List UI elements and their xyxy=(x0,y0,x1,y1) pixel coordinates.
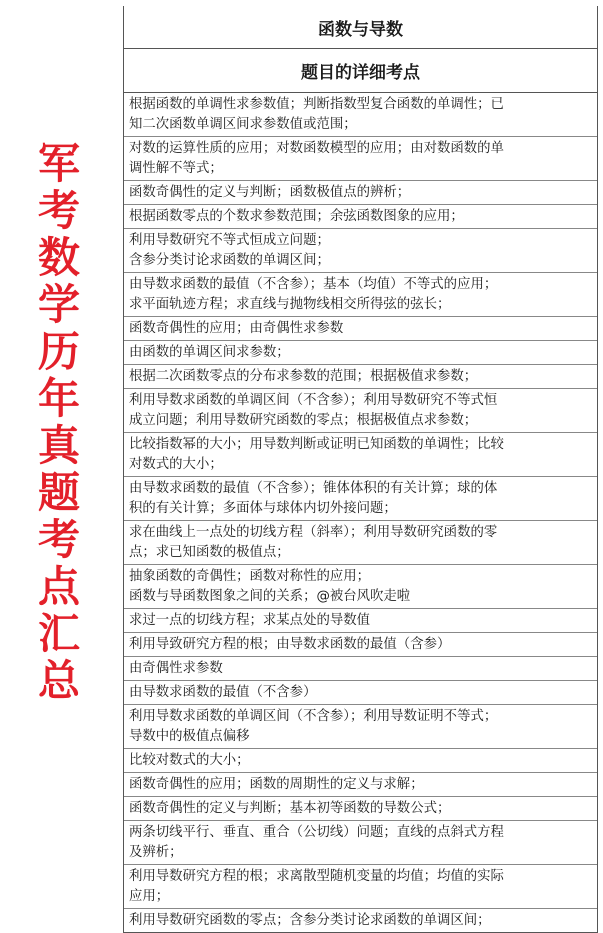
side-title-char: 数 xyxy=(37,233,80,282)
row-text-line: 由奇偶性求参数 xyxy=(129,661,223,676)
side-title xyxy=(0,140,118,704)
table-row xyxy=(124,633,597,657)
table-row xyxy=(124,865,597,909)
table-row xyxy=(124,273,597,317)
row-text-line: 应用； xyxy=(129,889,170,904)
table-row xyxy=(124,773,597,797)
table-row xyxy=(124,181,597,205)
row-text-line: 函数奇偶性的定义与判断；函数极值点的辨析； xyxy=(129,185,411,200)
row-text-line: 利用导数求函数的单调区间（不含参）；利用导数研究不等式恒 xyxy=(129,393,498,408)
table-row xyxy=(124,657,597,681)
table-row xyxy=(124,909,597,932)
row-text-line: 知二次函数单调区间求参数值或范围； xyxy=(129,117,357,132)
row-text-line: 积的有关计算；多面体与球体内切外接问题； xyxy=(129,501,397,516)
row-text-line: 导数中的极值点偏移 xyxy=(129,729,250,744)
table-row xyxy=(124,609,597,633)
side-title-char: 汇 xyxy=(37,609,80,658)
topics-table xyxy=(123,6,598,933)
row-text-line: 函数奇偶性的应用；由奇偶性求参数 xyxy=(129,321,344,336)
row-text-line: 抽象函数的奇偶性；函数对称性的应用； xyxy=(129,569,371,584)
row-text-line: 由导数求函数的最值（不含参）；锥体体积的有关计算；球的体 xyxy=(129,481,498,496)
table-body xyxy=(124,93,597,932)
row-text-line: 对数式的大小； xyxy=(129,457,223,472)
table-row xyxy=(124,821,597,865)
table-row xyxy=(124,205,597,229)
table-row xyxy=(124,341,597,365)
row-text-line: 函数奇偶性的定义与判断；基本初等函数的导数公式； xyxy=(129,801,451,816)
table-row xyxy=(124,433,597,477)
row-text-line: 对数的运算性质的应用；对数函数模型的应用；由对数函数的单 xyxy=(129,141,504,156)
table-title: 函数与导数 xyxy=(124,6,597,49)
row-text-line: 求平面轨迹方程；求直线与抛物线相交所得弦的弦长； xyxy=(129,297,451,312)
row-text-line: 调性解不等式； xyxy=(129,161,223,176)
table-row xyxy=(124,477,597,521)
table-row xyxy=(124,137,597,181)
table-row xyxy=(124,229,597,273)
table-row xyxy=(124,521,597,565)
side-title-char: 总 xyxy=(37,656,80,705)
table-row xyxy=(124,565,597,609)
row-text-line: 利用导数研究不等式恒成立问题； xyxy=(129,233,330,248)
side-title-char: 考 xyxy=(37,186,80,235)
row-text-line: 根据函数的单调性求参数值；判断指数型复合函数的单调性；已 xyxy=(129,97,504,112)
side-title-char: 点 xyxy=(37,562,80,611)
side-title-char: 考 xyxy=(37,515,80,564)
row-text-line: 点；求已知函数的极值点； xyxy=(129,545,290,560)
table-row xyxy=(124,749,597,773)
row-text-line: 由导数求函数的最值（不含参）；基本（均值）不等式的应用； xyxy=(129,277,498,292)
table-row xyxy=(124,389,597,433)
row-text-line: 及辨析； xyxy=(129,845,183,860)
row-text-line: 利用导数研究函数的零点；含参分类讨论求函数的单调区间； xyxy=(129,913,491,928)
side-title-char: 军 xyxy=(37,139,80,188)
row-text-line: 由导数求函数的最值（不含参） xyxy=(129,685,317,700)
row-text-line: 比较对数式的大小； xyxy=(129,753,250,768)
table-row xyxy=(124,317,597,341)
side-title-char: 学 xyxy=(37,280,80,329)
side-title-char: 历 xyxy=(37,327,80,376)
side-title-char: 题 xyxy=(37,468,80,517)
side-title-char: 年 xyxy=(37,374,80,423)
row-text-line: 函数奇偶性的应用；函数的周期性的定义与求解； xyxy=(129,777,424,792)
table-row xyxy=(124,797,597,821)
row-text-line: 含参分类讨论求函数的单调区间； xyxy=(129,253,330,268)
table-row xyxy=(124,365,597,389)
row-text-line: 利用导数研究方程的根；求离散型随机变量的均值；均值的实际 xyxy=(129,869,504,884)
table-row xyxy=(124,93,597,137)
row-text-line: 利用导致研究方程的根；由导数求函数的最值（含参） xyxy=(129,637,451,652)
table-row xyxy=(124,681,597,705)
table-subtitle: 题目的详细考点 xyxy=(124,49,597,93)
row-text-line: 求在曲线上一点处的切线方程（斜率）；利用导数研究函数的零 xyxy=(129,525,498,540)
row-text-line: 利用导数求函数的单调区间（不含参）；利用导数证明不等式； xyxy=(129,709,498,724)
row-text-line: 根据二次函数零点的分布求参数的范围；根据极值求参数； xyxy=(129,369,478,384)
row-text-line: 两条切线平行、垂直、重合（公切线）问题；直线的点斜式方程 xyxy=(129,825,504,840)
side-title-char: 真 xyxy=(37,421,80,470)
table-row xyxy=(124,705,597,749)
row-text-line: 根据函数零点的个数求参数范围；余弦函数图象的应用； xyxy=(129,209,464,224)
row-text-line: 由函数的单调区间求参数； xyxy=(129,345,290,360)
row-text-line: 比较指数幂的大小；用导数判断或证明已知函数的单调性；比较 xyxy=(129,437,504,452)
row-text-line: 函数与导函数图象之间的关系；@被台风吹走啦 xyxy=(129,589,411,604)
row-text-line: 求过一点的切线方程；求某点处的导数值 xyxy=(129,613,371,628)
row-text-line: 成立问题；利用导数研究函数的零点；根据极值点求参数； xyxy=(129,413,478,428)
